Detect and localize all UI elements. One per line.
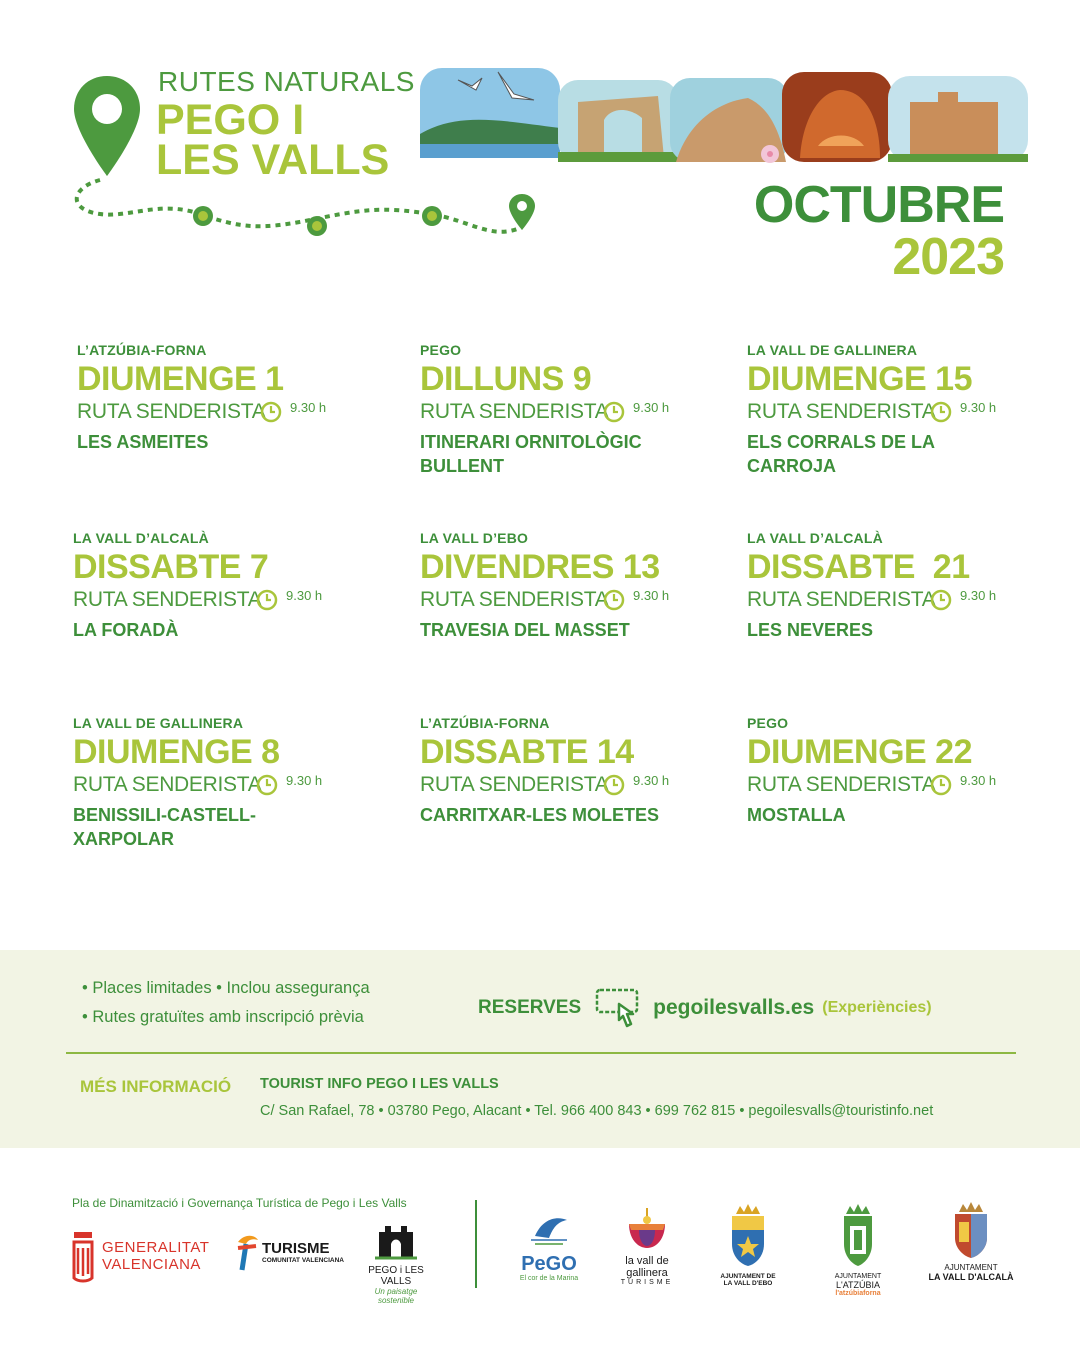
atzubia-line3: l'atzúbiaforna xyxy=(835,1290,881,1297)
route-time: 9.30 h xyxy=(960,588,997,603)
route-name xyxy=(420,430,720,478)
route-name xyxy=(73,803,373,851)
logo-pego-les-valls xyxy=(356,1222,436,1305)
info-band xyxy=(0,950,1080,1148)
route-time: 9.30 h xyxy=(286,588,323,603)
logo-turisme xyxy=(234,1232,344,1272)
gallinera-line1: la vall de xyxy=(625,1255,669,1267)
logo-atzubia xyxy=(822,1202,894,1297)
route-card xyxy=(420,715,720,827)
month-name: OCTUBRE xyxy=(753,176,1004,234)
route-name-line1: ITINERARI ORNITOLÒGIC xyxy=(420,432,642,452)
route-name-line2: XARPOLAR xyxy=(73,829,175,849)
route-day: DISSABTE 7 xyxy=(73,548,269,586)
ebo-line2: LA VALL D'EBO xyxy=(723,1280,773,1287)
route-kind: RUTA SENDERISTA xyxy=(747,773,936,796)
clock-icon xyxy=(260,401,282,423)
route-time: 9.30 h xyxy=(286,773,323,788)
month-year: 2023 xyxy=(892,228,1004,286)
atzubia-coat-of-arms-icon xyxy=(838,1202,878,1268)
route-name xyxy=(73,618,373,642)
brand-subtitle: RUTES NATURALS xyxy=(158,66,415,97)
route-name xyxy=(747,430,1047,478)
logo-vall-de-gallinera xyxy=(612,1206,682,1286)
ebo-line1: AJUNTAMENT DE xyxy=(720,1273,776,1280)
clock-icon xyxy=(603,774,625,796)
brand-title-line1: PEGO I xyxy=(156,96,305,144)
route-kind: RUTA SENDERISTA xyxy=(747,400,936,423)
clock-icon xyxy=(930,589,952,611)
route-card xyxy=(420,342,720,478)
gallinera-subtitle: TURISME xyxy=(620,1279,674,1286)
route-day: DIUMENGE 1 xyxy=(77,360,284,398)
clock-icon xyxy=(256,774,278,796)
route-kind: RUTA SENDERISTA xyxy=(747,588,936,611)
route-kind: RUTA SENDERISTA xyxy=(73,588,262,611)
more-info-label: MÉS INFORMACIÓ xyxy=(80,1077,232,1096)
route-name-line1: BENISSILI-CASTELL- xyxy=(73,805,256,825)
route-name-line1: CARRITXAR-LES MOLETES xyxy=(420,805,660,825)
route-location: L’ATZÚBIA-FORNA xyxy=(420,715,550,731)
turisme-subtitle: COMUNITAT VALENCIANA xyxy=(262,1257,344,1264)
route-name-line2: BULLENT xyxy=(420,456,504,476)
route-name-line2: CARROJA xyxy=(747,456,837,476)
heron-icon xyxy=(527,1208,571,1248)
route-location: PEGO xyxy=(420,342,462,358)
route-name xyxy=(747,803,1047,827)
route-time: 9.30 h xyxy=(960,773,997,788)
contact-address: C/ San Rafael, 78 • 03780 Pego, Alacant • Tel. 966 400 843 • 699 762 815 • pegoilesvalls@touristinfo.net xyxy=(260,1103,934,1119)
route-day: DISSABTE 14 xyxy=(420,733,634,771)
ticket-click-icon xyxy=(595,986,641,1030)
brand-title-line2: LES VALLS xyxy=(156,136,390,184)
route-name-line1: LES ASMEITES xyxy=(77,432,209,452)
route-location: LA VALL D’EBO xyxy=(420,530,529,546)
gallinera-line2: gallinera xyxy=(626,1267,668,1279)
clock-icon xyxy=(603,589,625,611)
clock-icon xyxy=(603,401,625,423)
route-name-line1: MOSTALLA xyxy=(747,805,846,825)
route-time: 9.30 h xyxy=(633,400,670,415)
route-location: PEGO xyxy=(747,715,789,731)
office-name: TOURIST INFO PEGO I LES VALLS xyxy=(260,1076,499,1092)
route-day: DIUMENGE 22 xyxy=(747,733,972,771)
clock-icon xyxy=(930,401,952,423)
route-day: DISSABTE 21 xyxy=(747,548,970,586)
route-time: 9.30 h xyxy=(633,588,670,603)
logo-generalitat xyxy=(70,1228,209,1284)
route-location: LA VALL DE GALLINERA xyxy=(747,342,918,358)
route-name-line1: ELS CORRALS DE LA xyxy=(747,432,936,452)
pego-wordmark: PeGO xyxy=(521,1253,577,1275)
route-name xyxy=(77,430,377,454)
ebo-coat-of-arms-icon xyxy=(726,1204,770,1268)
route-time: 9.30 h xyxy=(290,400,327,415)
pego-tagline: El cor de la Marina xyxy=(519,1275,579,1282)
route-location: LA VALL D’ALCALÀ xyxy=(73,530,209,546)
plv-name: PEGO i LES VALLS xyxy=(368,1265,424,1287)
route-card xyxy=(73,530,373,642)
reserves-block xyxy=(478,986,932,1030)
clock-icon xyxy=(930,774,952,796)
route-day: DIUMENGE 15 xyxy=(747,360,972,398)
route-name xyxy=(420,618,720,642)
route-name xyxy=(747,618,1047,642)
route-kind: RUTA SENDERISTA xyxy=(73,773,262,796)
conditions-list xyxy=(82,974,370,1032)
plan-caption: Pla de Dinamització i Governança Turística de Pego i Les Valls xyxy=(72,1196,407,1210)
divider xyxy=(66,1052,1016,1054)
dotted-route-icon xyxy=(60,170,540,250)
condition-item: • Rutes gratuïtes amb inscripció prèvia xyxy=(82,1008,364,1026)
condition-item: • Places limitades • Inclou assegurança xyxy=(82,979,370,997)
header xyxy=(0,0,1080,300)
plv-tagline: Un paisatge sostenible xyxy=(374,1287,418,1305)
atzubia-line2: L'ATZÚBIA xyxy=(835,1280,881,1290)
generalitat-crest-icon xyxy=(70,1228,96,1284)
website-note: (Experiències) xyxy=(822,999,932,1016)
logo-vall-d-ebo xyxy=(712,1204,784,1287)
route-name xyxy=(420,803,720,827)
route-card xyxy=(747,715,1047,827)
atzubia-line1: AJUNTAMENT xyxy=(834,1273,882,1280)
brand-title xyxy=(156,96,390,184)
route-card xyxy=(420,530,720,642)
month-heading xyxy=(753,176,1004,286)
clock-icon xyxy=(256,589,278,611)
gallinera-bowl-icon xyxy=(625,1206,669,1250)
route-card xyxy=(73,715,373,851)
map-pin-icon xyxy=(72,74,142,178)
logo-vall-d-alcala xyxy=(924,1202,1018,1282)
route-kind: RUTA SENDERISTA xyxy=(420,588,609,611)
route-name-line1: LES NEVERES xyxy=(747,620,874,640)
route-time: 9.30 h xyxy=(960,400,997,415)
turisme-title: TURISME xyxy=(262,1240,330,1257)
alcala-coat-of-arms-icon xyxy=(951,1202,991,1258)
alcala-line2: LA VALL D'ALCALÀ xyxy=(928,1272,1014,1282)
route-card xyxy=(747,530,1047,642)
route-day: DILLUNS 9 xyxy=(420,360,592,398)
route-day: DIUMENGE 8 xyxy=(73,733,280,771)
castle-icon xyxy=(375,1222,417,1260)
route-card xyxy=(747,342,1047,478)
reserves-label: RESERVES xyxy=(478,997,582,1018)
route-card xyxy=(77,342,377,454)
footer xyxy=(0,1148,1080,1350)
route-location: LA VALL D’ALCALÀ xyxy=(747,530,883,546)
landscape-illustrations-icon xyxy=(418,62,1030,166)
turisme-star-icon xyxy=(234,1232,260,1272)
generalitat-line2: VALENCIANA xyxy=(102,1256,201,1273)
route-kind: RUTA SENDERISTA xyxy=(420,400,609,423)
route-location: L’ATZÚBIA-FORNA xyxy=(77,342,207,358)
route-name-line1: LA FORADÀ xyxy=(73,620,179,640)
logo-pego xyxy=(512,1208,586,1282)
divider xyxy=(475,1200,477,1288)
alcala-line1: AJUNTAMENT xyxy=(944,1263,998,1272)
route-kind: RUTA SENDERISTA xyxy=(420,773,609,796)
route-day: DIVENDRES 13 xyxy=(420,548,660,586)
route-kind: RUTA SENDERISTA xyxy=(77,400,266,423)
route-location: LA VALL DE GALLINERA xyxy=(73,715,244,731)
route-name-line1: TRAVESIA DEL MASSET xyxy=(420,620,630,640)
generalitat-line1: GENERALITAT xyxy=(102,1239,210,1256)
route-time: 9.30 h xyxy=(633,773,670,788)
website-link[interactable]: pegoilesvalls.es xyxy=(653,996,815,1019)
